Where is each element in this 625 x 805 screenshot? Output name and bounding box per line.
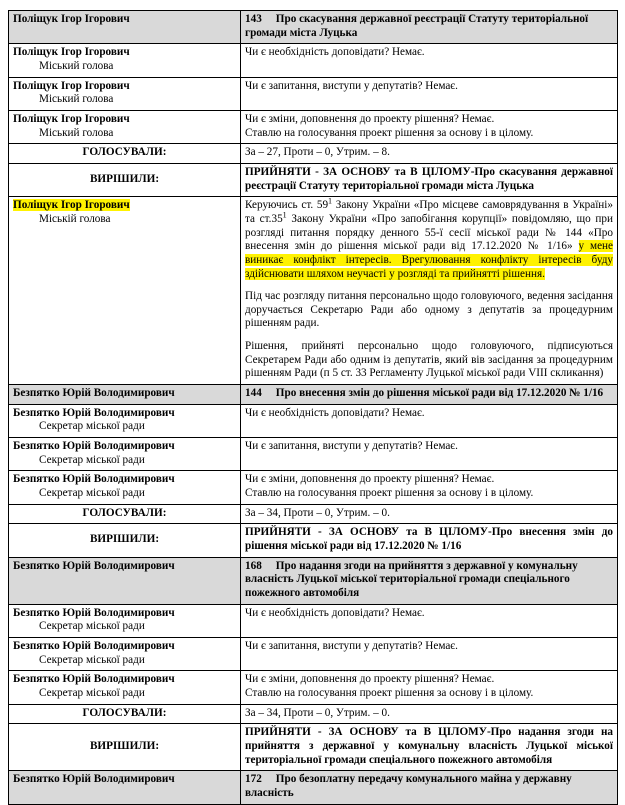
protocol-table-body [9, 11, 618, 805]
table-row [9, 438, 618, 471]
speaker-cell [9, 77, 241, 110]
voted-label: ГОЛОСУВАЛИ: [9, 704, 241, 724]
statement-line: Чи є зміни, доповнення до проекту рішення? Немає. [245, 112, 495, 125]
speaker-name: Поліщук Ігор Ігорович [13, 199, 130, 212]
speaker-role: Секретар міської ради [39, 487, 145, 500]
decided-label: ВИРІШИЛИ: [9, 524, 241, 557]
statement-paragraph: Рішення, прийняті персонально щодо головуючого, підписуються Секретарем Ради або одним із депутатів, який вів засідання за процедурним рішенням Ради (п 5 ст. 33 Регламенту Луцької міської ради VIII скликання) [245, 340, 613, 380]
speaker-name: Безпятко Юрій Володимирович [13, 606, 175, 619]
table-row [9, 11, 618, 44]
table-row [9, 77, 618, 110]
speaker-cell [9, 404, 241, 437]
speaker-cell [9, 385, 241, 405]
speaker-name: Поліщук Ігор Ігорович [13, 46, 130, 59]
speaker-cell [9, 557, 241, 604]
agenda-item-number: 143 [245, 13, 262, 25]
speaker-cell [9, 471, 241, 504]
speaker-role: Міській голова [39, 212, 111, 225]
agenda-item-title: Про скасування державної реєстрації Статуту територіальної громади міста Луцька [245, 13, 589, 39]
speaker-name: Безпятко Юрій Володимирович [13, 639, 175, 652]
agenda-item-number: 144 [245, 387, 262, 400]
statement-line: Ставлю на голосування проект рішення за основу і в цілому. [245, 487, 534, 500]
speaker-name: Безпятко Юрій Володимирович [13, 559, 175, 572]
table-row [9, 671, 618, 704]
table-row [9, 771, 618, 804]
speaker-cell [9, 11, 241, 44]
speaker-cell [9, 771, 241, 804]
statement-line: Ставлю на голосування проект рішення за основу і в цілому. [245, 686, 534, 699]
table-row [9, 637, 618, 670]
statement-cell [241, 110, 618, 143]
table-row [9, 385, 618, 405]
statement-cell [241, 471, 618, 504]
speaker-name: Безпятко Юрій Володимирович [13, 673, 175, 686]
speaker-role: Секретар міської ради [39, 453, 145, 466]
speaker-cell [9, 438, 241, 471]
speaker-role: Секретар міської ради [39, 686, 145, 699]
vote-result: За – 27, Проти – 0, Утрим. – 8. [241, 144, 618, 164]
statement-paragraph: Керуючись ст. $59^1$ Закону України «Про місцеве самоврядування в Україні» та $ст.35^1$ Закону України «Про запобігання корупції» повідомляю, що при розгляді питання порядку денного 55-ї сесії міської ради № 144 «Про внесення змін до рішення міської ради від 17.12.2020 № 1/16» у мене виникає конфлікт інтересів. Врегулювання конфлікту інтересів буду здійснювати шляхом неучасті у розгляді та прийнятті рішення. [245, 196, 613, 280]
speaker-cell [9, 637, 241, 670]
agenda-item-title: Про безоплатну передачу комунального майна у державну власність [245, 773, 572, 799]
speaker-name: Поліщук Ігор Ігорович [13, 13, 130, 25]
agenda-item-cell [241, 385, 618, 405]
table-row [9, 404, 618, 437]
agenda-item-cell [241, 771, 618, 804]
speaker-role: Секретар міської ради [39, 653, 145, 666]
statement-cell: Чи є запитання, виступи у депутатів? Немає. [241, 77, 618, 110]
statement-line: Ставлю на голосування проект рішення за основу і в цілому. [245, 126, 534, 139]
agenda-item-title: Про надання згоди на прийняття з державної у комунальну власність Луцької міської територіальної громади спеціального пожежного автомобіля [245, 559, 578, 599]
speaker-name: Безпятко Юрій Володимирович [13, 473, 175, 486]
highlighted-text: у мене виникає конфлікт інтересів. Врегулювання конфлікту інтересів буду здійснювати шляхом неучасті у розгляді та прийнятті рішення. [245, 240, 613, 280]
table-row [9, 524, 618, 557]
speaker-role: Секретар міської ради [39, 620, 145, 633]
agenda-item-number: 168 [245, 559, 262, 572]
statement-cell [241, 671, 618, 704]
table-row [9, 44, 618, 77]
speaker-cell [9, 197, 241, 385]
speaker-cell [9, 44, 241, 77]
vote-result: За – 34, Проти – 0, Утрим. – 0. [241, 504, 618, 524]
table-row [9, 504, 618, 524]
table-row [9, 604, 618, 637]
statement-cell: Чи є необхідність доповідати? Немає. [241, 44, 618, 77]
table-row [9, 724, 618, 771]
agenda-item-title: Про внесення змін до рішення міської ради від 17.12.2020 № 1/16 [275, 387, 604, 400]
statement-line: Чи є зміни, доповнення до проекту рішення? Немає. [245, 473, 495, 486]
agenda-item-cell [241, 557, 618, 604]
conflict-of-interest-statement [241, 197, 618, 385]
speaker-name: Безпятко Юрій Володимирович [13, 440, 175, 453]
decision-text: ПРИЙНЯТИ - ЗА ОСНОВУ та В ЦІЛОМУ-Про скасування державної реєстрації Статуту територіальної громади міста Луцька [241, 163, 618, 196]
table-row [9, 163, 618, 196]
speaker-role: Міський голова [39, 59, 114, 72]
speaker-name: Поліщук Ігор Ігорович [13, 79, 130, 92]
table-row [9, 704, 618, 724]
statement-cell: Чи є необхідність доповідати? Немає. [241, 604, 618, 637]
speaker-cell [9, 110, 241, 143]
voted-label: ГОЛОСУВАЛИ: [9, 144, 241, 164]
voted-label: ГОЛОСУВАЛИ: [9, 504, 241, 524]
table-row [9, 197, 618, 385]
decided-label: ВИРІШИЛИ: [9, 163, 241, 196]
speaker-name: Поліщук Ігор Ігорович [13, 112, 130, 125]
speaker-name: Безпятко Юрій Володимирович [13, 406, 175, 419]
agenda-item-cell [241, 11, 618, 44]
statement-paragraph: Під час розгляду питання персонально щодо головуючого, ведення засідання доручається Секретарю Ради або одному з депутатів за процедурним рішенням ради. [245, 290, 613, 330]
statement-line: Чи є зміни, доповнення до проекту рішення? Немає. [245, 673, 495, 686]
decided-label: ВИРІШИЛИ: [9, 724, 241, 771]
statement-cell: Чи є запитання, виступи у депутатів? Немає. [241, 637, 618, 670]
statement-cell: Чи є необхідність доповідати? Немає. [241, 404, 618, 437]
table-row [9, 144, 618, 164]
speaker-role: Секретар міської ради [39, 420, 145, 433]
vote-result: За – 34, Проти – 0, Утрим. – 0. [241, 704, 618, 724]
table-row [9, 110, 618, 143]
decision-text: ПРИЙНЯТИ - ЗА ОСНОВУ та В ЦІЛОМУ-Про надання згоди на прийняття з державної у комунальну власність Луцької міської територіальної громади спеціального пожежного автомобіля [241, 724, 618, 771]
speaker-role: Міський голова [39, 93, 114, 106]
decision-text: ПРИЙНЯТИ - ЗА ОСНОВУ та В ЦІЛОМУ-Про внесення змін до рішення міської ради від 17.12.2020 № 1/16 [241, 524, 618, 557]
table-row [9, 557, 618, 604]
agenda-item-number: 172 [245, 773, 262, 786]
speaker-cell [9, 671, 241, 704]
speaker-role: Міський голова [39, 126, 114, 139]
protocol-table [8, 10, 618, 805]
statement-cell: Чи є запитання, виступи у депутатів? Немає. [241, 438, 618, 471]
speaker-cell [9, 604, 241, 637]
speaker-name: Безпятко Юрій Володимирович [13, 773, 175, 786]
table-row [9, 471, 618, 504]
speaker-name: Безпятко Юрій Володимирович [13, 387, 175, 400]
